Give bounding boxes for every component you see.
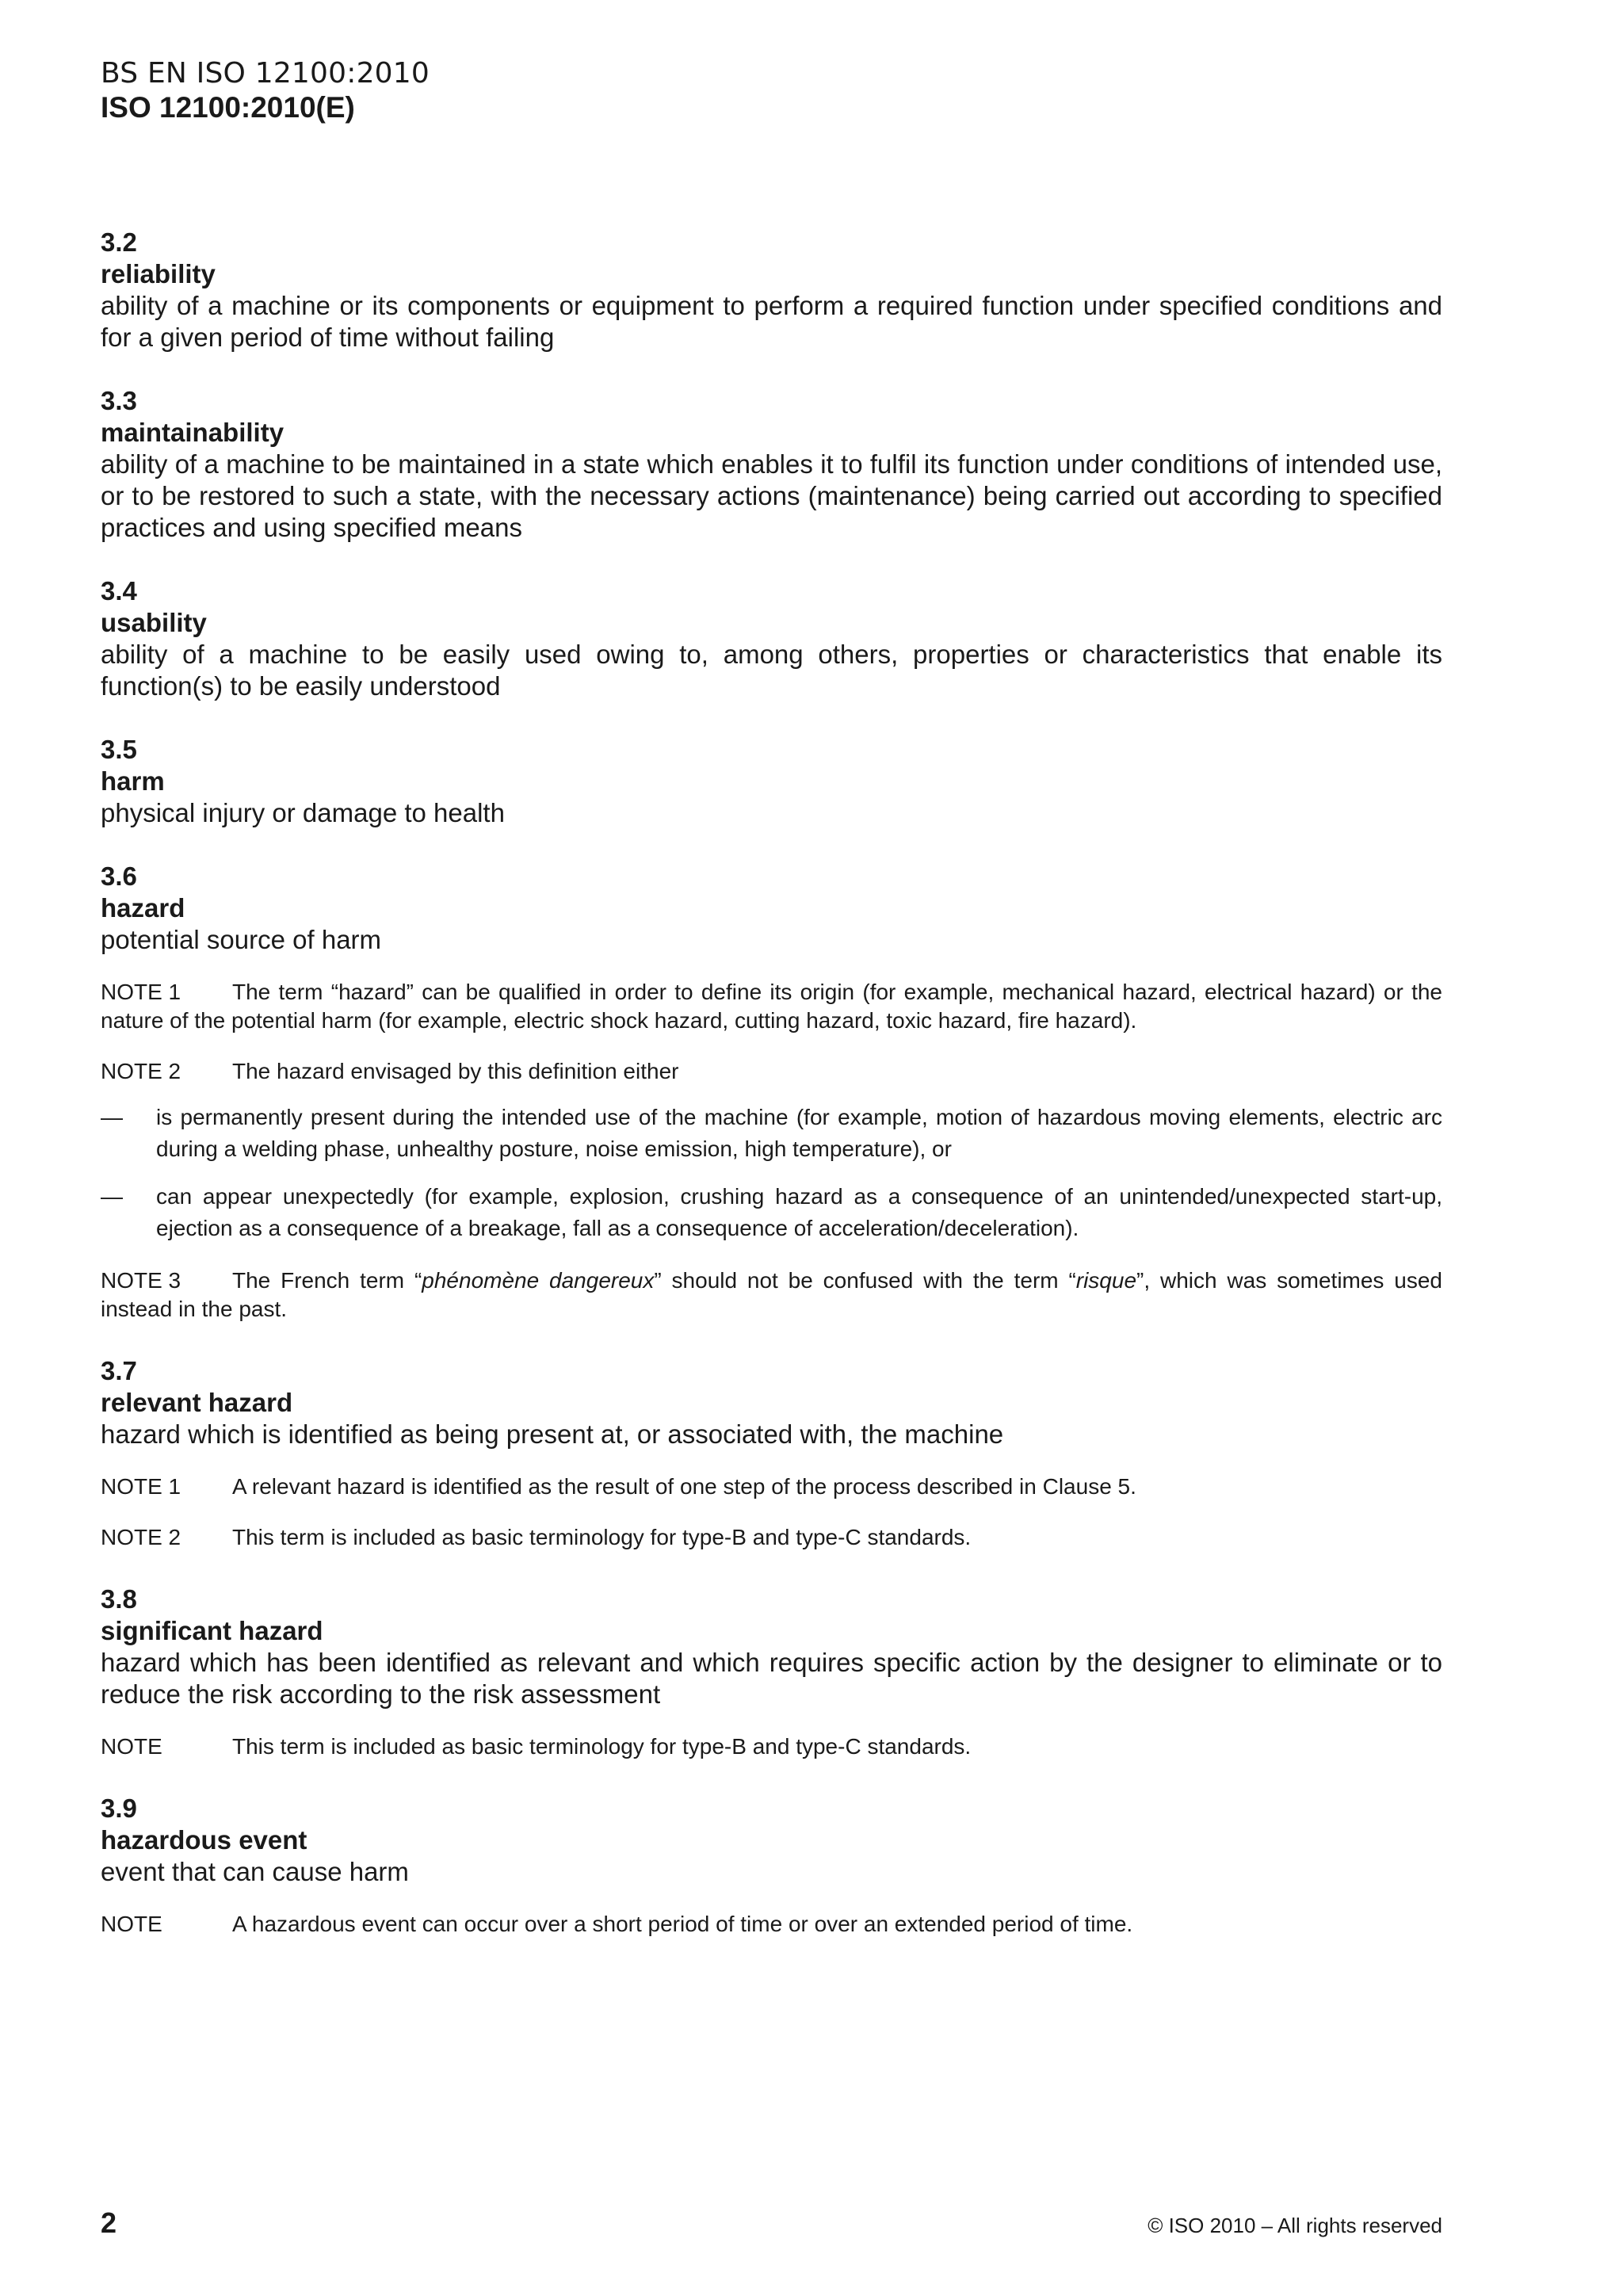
- list-item: [101, 1181, 1442, 1244]
- entry-number: 3.5: [101, 735, 137, 764]
- note-1: [101, 1473, 1442, 1501]
- note-label: NOTE: [101, 1734, 162, 1759]
- definition-entry-3-8: [101, 1584, 1442, 1761]
- entry-definition: ability of a machine to be maintained in a state which enables it to fulfil its function under conditions of intended use, or to be restored to such a state, with the necessary actions (maintenance) being carried out according to specified practices and using specified means: [101, 449, 1442, 542]
- french-term: risque: [1075, 1268, 1137, 1293]
- note-label: NOTE 1: [101, 1474, 181, 1499]
- entry-term: reliability: [101, 259, 216, 288]
- note-label: NOTE: [101, 1912, 162, 1936]
- definition-entry-3-3: [101, 385, 1442, 544]
- list-item: [101, 1102, 1442, 1165]
- standard-reference-bs: BS EN ISO 12100:2010: [101, 57, 430, 90]
- definition-entry-3-6: [101, 861, 1442, 1324]
- note-1: [101, 978, 1442, 1035]
- entry-definition: ability of a machine to be easily used owing to, among others, properties or characteristics that enable its function(s) to be easily understood: [101, 640, 1442, 701]
- entry-definition: event that can cause harm: [101, 1857, 409, 1886]
- entry-definition: ability of a machine or its components or equipment to perform a required function under specified conditions and for a given period of time without failing: [101, 291, 1442, 352]
- definition-entry-3-4: [101, 575, 1442, 702]
- note-label: NOTE 2: [101, 1059, 181, 1083]
- note-label: NOTE 2: [101, 1525, 181, 1549]
- note: [101, 1910, 1442, 1939]
- entry-number: 3.2: [101, 227, 137, 257]
- definition-entry-3-2: [101, 227, 1442, 353]
- note-text-part: ”, which was sometimes used instead in the past.: [101, 1268, 1442, 1321]
- definition-entry-3-7: [101, 1355, 1442, 1552]
- entry-number: 3.3: [101, 386, 137, 415]
- note-text: This term is included as basic terminology for type-B and type-C standards.: [232, 1525, 972, 1549]
- copyright-notice: © ISO 2010 – All rights reserved: [1148, 2214, 1442, 2237]
- dash-bullet: —: [101, 1105, 123, 1129]
- note-text-part: The French term “: [232, 1268, 422, 1293]
- note: [101, 1733, 1442, 1761]
- entry-number: 3.4: [101, 576, 137, 606]
- page-header: [101, 57, 430, 125]
- definitions-body: [101, 227, 1442, 1970]
- entry-term: maintainability: [101, 418, 285, 447]
- entry-number: 3.6: [101, 861, 137, 891]
- entry-term: hazard: [101, 893, 185, 923]
- entry-number: 3.9: [101, 1794, 137, 1823]
- entry-term: usability: [101, 608, 207, 637]
- definition-entry-3-5: [101, 734, 1442, 829]
- dash-bullet: —: [101, 1184, 123, 1209]
- definition-entry-3-9: [101, 1793, 1442, 1939]
- entry-definition: physical injury or damage to health: [101, 798, 505, 827]
- note-text-part: ” should not be confused with the term “: [654, 1268, 1076, 1293]
- standard-reference-iso: ISO 12100:2010(E): [101, 91, 355, 124]
- list-item-text: is permanently present during the intended use of the machine (for example, motion of hazardous moving elements, electric arc during a welding phase, unhealthy posture, noise emission, high temperature), or: [156, 1105, 1442, 1161]
- note-2: [101, 1057, 1442, 1086]
- note-text: This term is included as basic terminology for type-B and type-C standards.: [232, 1734, 972, 1759]
- note-text: The term “hazard” can be qualified in order to define its origin (for example, mechanical hazard, electrical hazard) or the nature of the potential harm (for example, electric shock hazard, cutting hazard, toxic hazard, fire hazard).: [101, 980, 1442, 1033]
- entry-number: 3.8: [101, 1584, 137, 1614]
- entry-term: harm: [101, 766, 165, 796]
- note-2: [101, 1523, 1442, 1552]
- note-text: The hazard envisaged by this definition either: [232, 1059, 679, 1083]
- entry-term: relevant hazard: [101, 1388, 293, 1417]
- entry-number: 3.7: [101, 1356, 137, 1385]
- page-number: 2: [101, 2206, 117, 2239]
- entry-definition: hazard which has been identified as relevant and which requires specific action by the designer to eliminate or to reduce the risk according to the risk assessment: [101, 1648, 1442, 1709]
- entry-term: hazardous event: [101, 1825, 307, 1855]
- note-text: A relevant hazard is identified as the result of one step of the process described in Clause 5.: [232, 1474, 1136, 1499]
- french-term: phénomène dangereux: [422, 1268, 655, 1293]
- list-item-text: can appear unexpectedly (for example, explosion, crushing hazard as a consequence of an unintended/unexpected start-up, ejection as a consequence of a breakage, fall as a consequence of acceleration/deceleration).: [156, 1184, 1442, 1240]
- note-text: A hazardous event can occur over a short period of time or over an extended period of time.: [232, 1912, 1133, 1936]
- entry-definition: hazard which is identified as being present at, or associated with, the machine: [101, 1419, 1004, 1449]
- note-3: [101, 1266, 1442, 1324]
- note-label: NOTE 3: [101, 1268, 181, 1293]
- note-label: NOTE 1: [101, 980, 181, 1004]
- entry-definition: potential source of harm: [101, 925, 382, 954]
- entry-term: significant hazard: [101, 1616, 323, 1645]
